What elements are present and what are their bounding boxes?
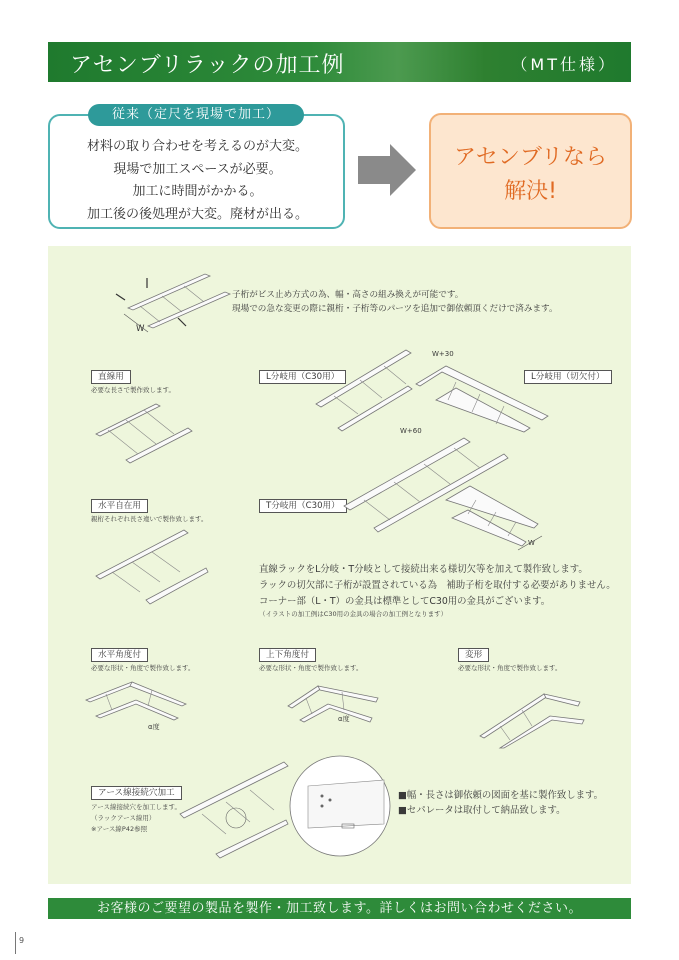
horizontal-angle-alpha: α度 — [148, 723, 160, 731]
horizontal-free-illustration — [96, 528, 208, 604]
right-arrow-icon — [358, 144, 416, 196]
intro-line: 現場での急な変更の際に親桁・子桁等のパーツを追加で御依頼頂くだけで済みます。 — [232, 304, 558, 314]
footer-banner: お客様のご要望の製品を製作・加工致します。詳しくはお問い合わせください。 — [48, 898, 631, 919]
branch-text-line: 直線ラックをL分岐・T分岐として接続出来る様切欠等を加えて製作致します。 — [259, 564, 588, 575]
page-number: 9 — [19, 936, 25, 945]
horizontal-free-label: 水平自在用 — [91, 499, 148, 513]
vertical-angle-illustration — [288, 682, 378, 734]
l-branch-cut-label: L分岐用（切欠付） — [524, 370, 612, 384]
solution-line-2: 解決! — [504, 179, 557, 204]
page-divider — [15, 932, 16, 954]
l-branch-illustration — [316, 344, 548, 434]
w-dimension-label: W — [136, 324, 145, 334]
page-subtitle: （MT仕様） — [511, 55, 617, 74]
l-branch-dimension: W+30 — [432, 350, 454, 358]
vertical-angle-label: 上下角度付 — [259, 648, 316, 662]
page-header — [48, 42, 631, 82]
examples-panel — [48, 246, 631, 884]
horizontal-angle-label: 水平角度付 — [91, 648, 148, 662]
earth-label: アース線接続穴加工 — [91, 786, 182, 800]
conventional-lines — [60, 136, 335, 226]
deform-note: 必要な形状・角度で製作致します。 — [458, 664, 562, 672]
bullet-line: ■セパレータは取付して納品致します。 — [398, 805, 566, 816]
solution-box — [429, 113, 632, 229]
page-title: アセンブリラックの加工例 — [70, 53, 345, 78]
horizontal-angle-note: 必要な形状・角度で製作致します。 — [91, 664, 195, 672]
t-branch-dimension: W+60 — [400, 427, 422, 435]
conventional-line: 加工後の後処理が大変。廃材が出る。 — [86, 206, 308, 222]
conventional-line: 加工に時間がかかる。 — [132, 184, 263, 199]
earth-note: ※アース線P42参照 — [91, 825, 148, 833]
bullet-line: ■幅・長さは御依頼の図面を基に製作致します。 — [398, 790, 603, 801]
t-branch-label: T分岐用（C30用） — [259, 499, 347, 513]
vertical-angle-note: 必要な形状・角度で製作致します。 — [259, 664, 363, 672]
solution-line-1: アセンブリなら — [454, 145, 607, 170]
vertical-angle-alpha: α度 — [338, 715, 350, 723]
straight-rack-illustration — [96, 398, 196, 468]
branch-text-line: ラックの切欠部に子桁が設置されている為 補助子桁を取付する必要がありません。 — [259, 580, 616, 591]
horizontal-free-note: 親桁それぞれ長さ違いで製作致します。 — [91, 515, 208, 523]
intro-line: 子桁がビス止め方式の為、幅・高さの組み換えが可能です。 — [232, 290, 464, 300]
deform-illustration — [480, 676, 584, 748]
earth-note: アース線接続穴を加工します。 — [91, 803, 181, 811]
conventional-line: 材料の取り合わせを考えるのが大変。 — [86, 139, 308, 154]
branch-note: （イラストの加工例はC30用の金具の場合の加工例となります） — [259, 610, 448, 618]
conventional-line: 現場で加工スペースが必要。 — [113, 161, 282, 177]
branch-text-line: コーナー部（L・T）の金具は標準としてC30用の金具がございます。 — [259, 596, 551, 607]
t-branch-w-label: W — [528, 539, 535, 547]
deform-label: 変形 — [458, 648, 489, 662]
straight-note: 必要な長さで製作致します。 — [91, 386, 175, 394]
earth-detail-zoom — [288, 756, 392, 856]
l-branch-label: L分岐用（C30用） — [259, 370, 346, 384]
earth-note: （ラックアース線用） — [91, 814, 156, 822]
straight-label: 直線用 — [91, 370, 131, 384]
earth-rack-illustration — [180, 762, 290, 858]
conventional-tab: 従来（定尺を現場で加工） — [88, 104, 304, 126]
horizontal-angle-illustration — [86, 678, 190, 732]
